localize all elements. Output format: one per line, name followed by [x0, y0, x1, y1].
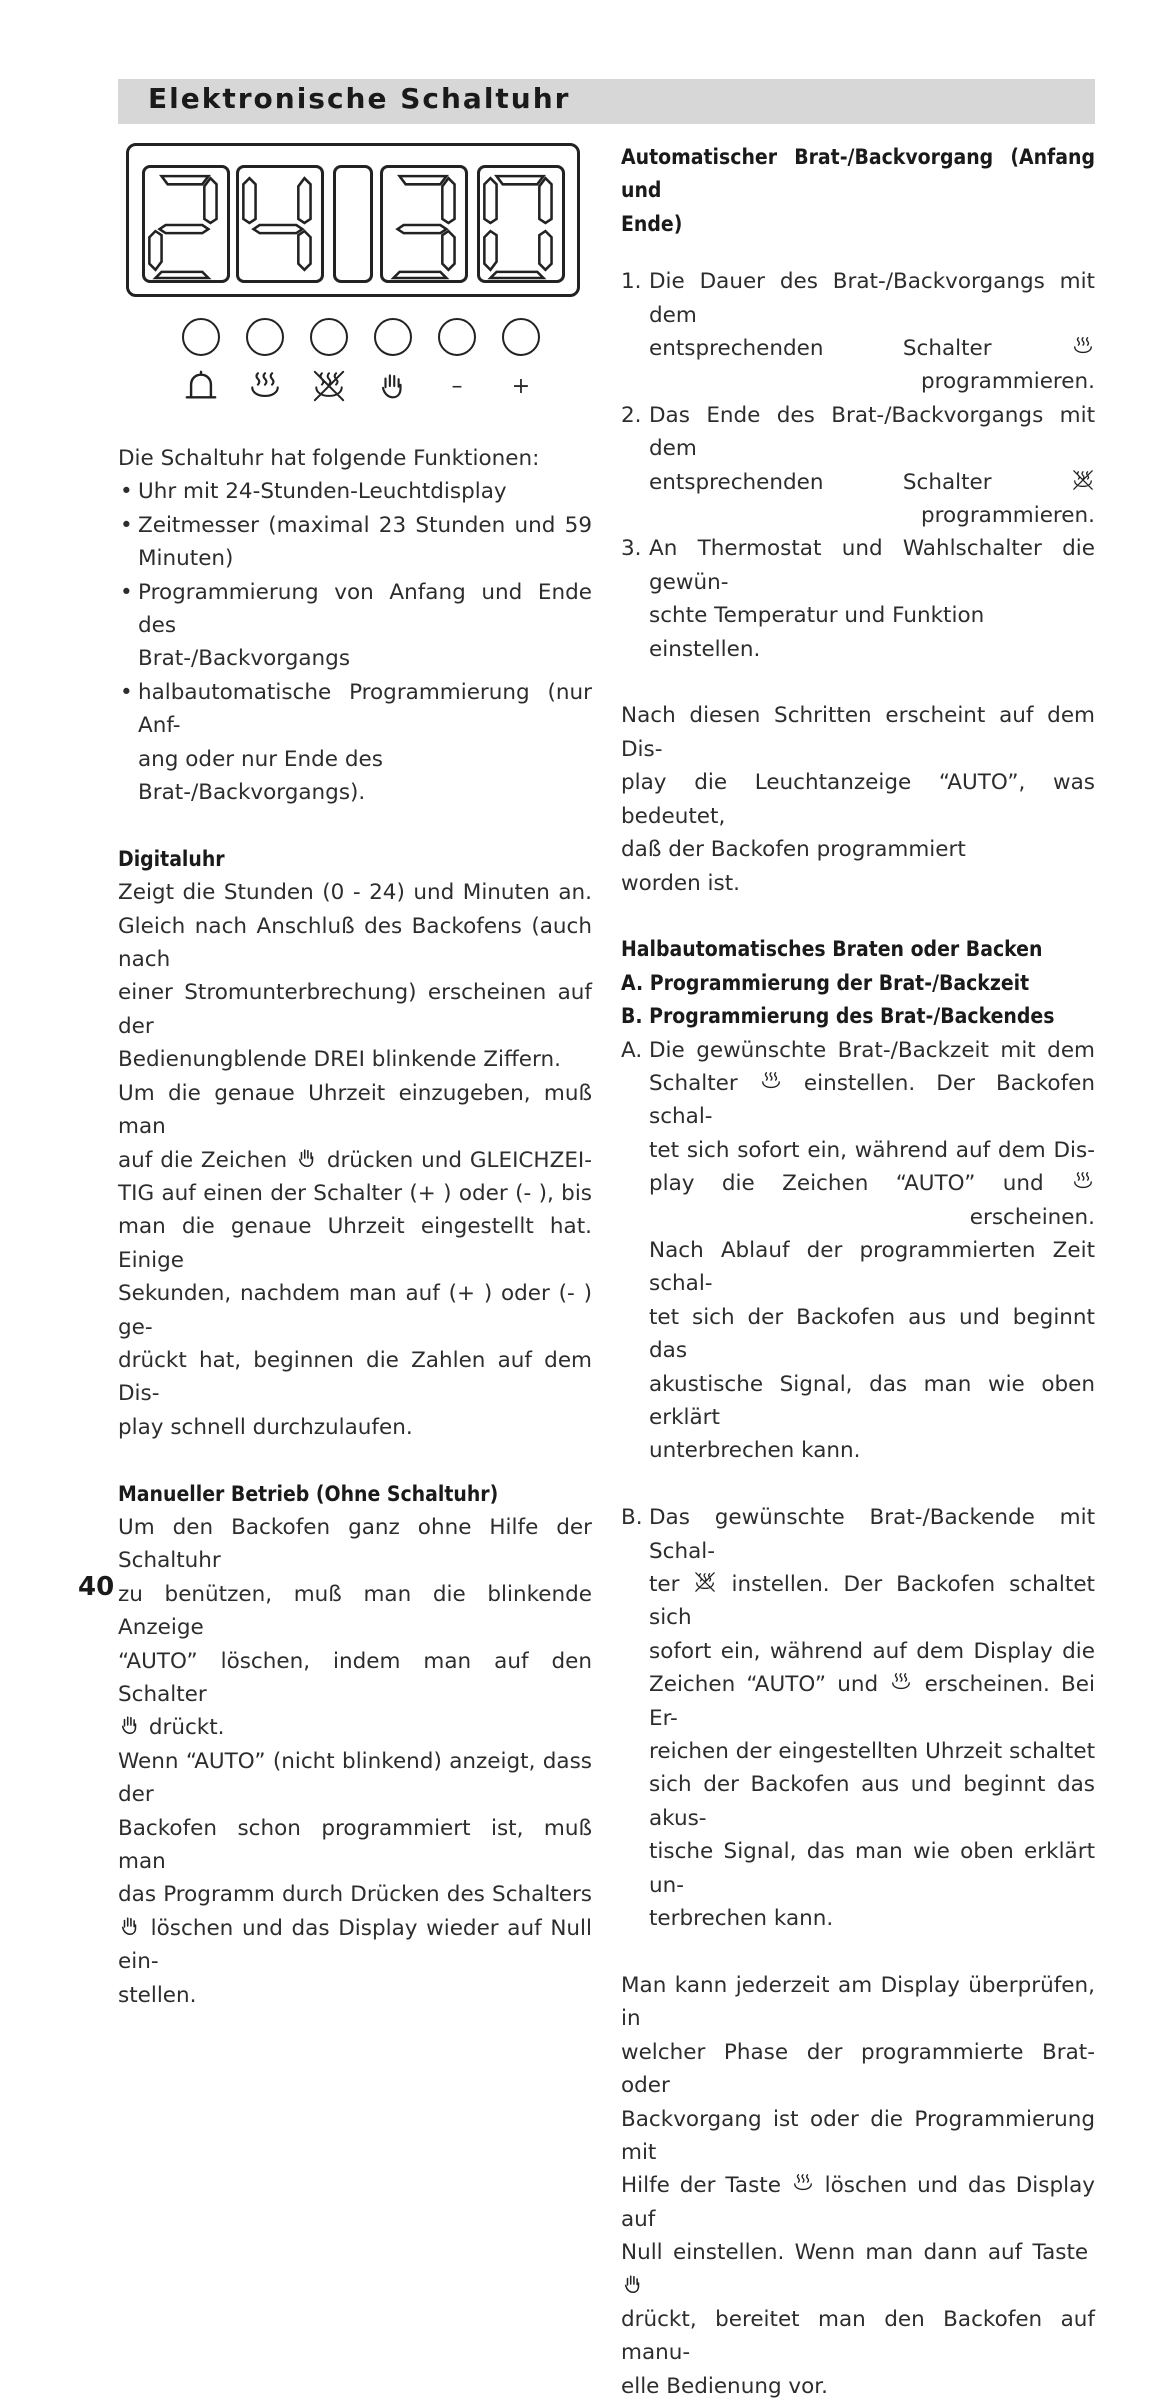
- list-item-cont: ang oder nur Ende des Brat-/Backvorgangs).: [138, 746, 383, 806]
- digit-box-1: [142, 165, 230, 283]
- text-line: Schalter einstellen. Der Backofen schal-: [649, 1070, 1095, 1130]
- text-line: reichen der eingestellten Uhrzeit schaltet: [649, 1739, 1095, 1765]
- section-subheading-b: B. Programmierung des Brat-/Backendes: [621, 1004, 1055, 1029]
- text-line: “AUTO” löschen, indem man auf den Schalter: [118, 1648, 592, 1707]
- manual-hand-icon: [118, 1914, 142, 1936]
- display-frame: [126, 143, 580, 297]
- intro-text: Die Schaltuhr hat folgende Funktionen:: [118, 446, 540, 471]
- numbered-step: 3. An Thermostat und Wahlschalter die gewün-: [621, 536, 1095, 595]
- text-line: Um den Backofen ganz ohne Hilfe der Schaltuhr: [118, 1514, 592, 1574]
- text-line: daß der Backofen programmiert: [621, 837, 966, 863]
- bell-icon: [181, 366, 221, 406]
- text-line: terbrechen kann.: [649, 1906, 834, 1932]
- seven-seg-digit-3: [383, 168, 465, 280]
- list-item-cont: Minuten): [138, 546, 234, 572]
- duration-button[interactable]: [246, 318, 284, 356]
- text-line: Backvorgang ist oder die Programmierung mit: [621, 2106, 1095, 2165]
- text-line: tet sich der Backofen aus und beginnt das: [649, 1304, 1095, 1364]
- text-line: tet sich sofort ein, während auf dem Dis-: [649, 1137, 1095, 1163]
- text-line: drückt.: [118, 1711, 592, 1744]
- numbered-step: 2. Das Ende des Brat-/Backvorgangs mit dem: [621, 402, 1095, 462]
- text-line: sich der Backofen aus und beginnt das akus-: [649, 1772, 1095, 1831]
- text-line: welcher Phase der programmierte Brat- oder: [621, 2039, 1095, 2099]
- text-line: play schnell durchzulaufen.: [118, 1414, 413, 1440]
- manual-button[interactable]: [374, 318, 412, 356]
- text-line: Backofen schon programmiert ist, muß man: [118, 1815, 592, 1875]
- plus-icon: +: [511, 373, 531, 399]
- digit-box-4: [477, 165, 565, 283]
- plus-button[interactable]: [502, 318, 540, 356]
- text-line: Nach diesen Schritten erscheint auf dem Dis-: [621, 703, 1095, 762]
- duration-icon: [889, 1670, 913, 1692]
- seven-seg-digit-4: [239, 168, 321, 280]
- list-item: • Uhr mit 24-Stunden-Leuchtdisplay: [118, 475, 592, 508]
- text-line: zu benützen, muß man die blinkende Anzeige: [118, 1581, 592, 1641]
- text-line: drückt hat, beginnen die Zahlen auf dem Dis-: [118, 1347, 592, 1407]
- minus-button[interactable]: [438, 318, 476, 356]
- title-bar: [118, 79, 1095, 124]
- left-column: [118, 442, 592, 2012]
- colon-box: [333, 165, 373, 283]
- duration-icon: [791, 2171, 815, 2193]
- list-item: • halbautomatische Programmierung (nur Anf-: [118, 676, 592, 743]
- end-time-icon: [309, 366, 349, 406]
- duration-icon: [759, 1069, 783, 1091]
- text-line: entsprechenden Schalter programmieren.: [649, 469, 1095, 529]
- text-line: Zeichen “AUTO” und erscheinen. Bei Er-: [649, 1672, 1095, 1731]
- text-line: das Programm durch Drücken des Schalters: [118, 1882, 592, 1908]
- section-heading-semi: Halbautomatisches Braten oder Backen: [621, 937, 1043, 962]
- duration-icon: [1071, 1169, 1095, 1191]
- control-panel-illustration: [118, 140, 588, 415]
- end-time-icon: [1071, 468, 1095, 490]
- list-item: • Programmierung von Anfang und Ende des: [118, 576, 592, 643]
- step-b: B. Das gewünschte Brat-/Backende mit Schal-: [621, 1505, 1095, 1564]
- text-line: play die Leuchtanzeige “AUTO”, was bedeutet,: [621, 770, 1095, 829]
- bell-button[interactable]: [182, 318, 220, 356]
- text-line: auf die Zeichen drücken und GLEICHZEI-: [118, 1147, 593, 1173]
- text-line: Wenn “AUTO” (nicht blinkend) anzeigt, dass der: [118, 1748, 592, 1808]
- text-line: Bedienungblende DREI blinkende Ziffern.: [118, 1047, 561, 1073]
- page-title: Elektronische Schaltuhr: [148, 82, 571, 115]
- text-line: Um die genaue Uhrzeit einzugeben, muß man: [118, 1080, 592, 1140]
- text-line: schte Temperatur und Funktion einstellen.: [649, 603, 985, 662]
- manual-hand-icon: [373, 366, 413, 406]
- duration-icon: [245, 366, 285, 406]
- section-heading-digitaluhr: Digitaluhr: [118, 846, 225, 871]
- manual-hand-icon: [118, 1713, 142, 1735]
- text-line: Sekunden, nachdem man auf (+ ) oder (- ) ge-: [118, 1281, 592, 1340]
- right-column: [621, 141, 1095, 2403]
- numbered-step: 1. Die Dauer des Brat-/Backvorgangs mit dem: [621, 269, 1095, 328]
- text-line: akustische Signal, das man wie oben erklärt: [649, 1371, 1095, 1430]
- text-line: Man kann jederzeit am Display überprüfen, in: [621, 1972, 1095, 2032]
- end-time-icon: [693, 1570, 717, 1592]
- text-line: Zeigt die Stunden (0 - 24) und Minuten an.: [118, 880, 592, 906]
- text-line: Null einstellen. Wenn man dann auf Taste: [621, 2236, 1095, 2303]
- manual-hand-icon: [621, 2272, 645, 2294]
- section-subheading-a: A. Programmierung der Brat-/Backzeit: [621, 970, 1030, 995]
- list-item-cont: Brat-/Backvorgangs: [138, 646, 351, 672]
- end-time-button[interactable]: [310, 318, 348, 356]
- text-line: tische Signal, das man wie oben erklärt un-: [649, 1839, 1095, 1898]
- text-line: entsprechenden Schalter programmieren.: [649, 336, 1095, 395]
- minus-icon: –: [451, 373, 463, 399]
- duration-icon: [1071, 334, 1095, 356]
- section-heading-automatic-cont: Ende): [621, 211, 683, 236]
- digit-box-2: [236, 165, 324, 283]
- text-line: play die Zeichen “AUTO” und erscheinen.: [649, 1171, 1095, 1230]
- list-item: • Zeitmesser (maximal 23 Stunden und 59: [118, 509, 592, 542]
- text-line: drückt, bereitet man den Backofen auf manu-: [621, 2306, 1095, 2366]
- section-heading-manual: Manueller Betrieb (Ohne Schaltuhr): [118, 1481, 499, 1506]
- text-line: Nach Ablauf der programmierten Zeit schal-: [649, 1237, 1095, 1297]
- text-line: worden ist.: [621, 870, 740, 896]
- text-line: Hilfe der Taste löschen und das Display auf: [621, 2173, 1096, 2232]
- seven-seg-digit-0: [480, 168, 562, 280]
- text-line: stellen.: [118, 1982, 197, 2008]
- text-line: man die genaue Uhrzeit eingestellt hat. Einige: [118, 1214, 592, 1273]
- text-line: Gleich nach Anschluß des Backofens (auch nach: [118, 913, 592, 973]
- text-line: TIG auf einen der Schalter (+ ) oder (- ), bis: [118, 1180, 592, 1206]
- text-line: ter instellen. Der Backofen schaltet sich: [649, 1572, 1095, 1631]
- section-heading-automatic: Automatischer Brat-/Backvorgang (Anfang und: [621, 145, 1095, 203]
- text-line: sofort ein, während auf dem Display die: [649, 1638, 1095, 1664]
- text-line: einer Stromunterbrechung) erscheinen auf der: [118, 980, 592, 1039]
- manual-hand-icon: [295, 1146, 319, 1168]
- step-a: A. Die gewünschte Brat-/Backzeit mit dem: [621, 1037, 1095, 1063]
- text-line: löschen und das Display wieder auf Null ein-: [118, 1915, 592, 1975]
- page-number: 40: [78, 1572, 115, 1602]
- text-line: unterbrechen kann.: [649, 1438, 861, 1464]
- digit-box-3: [380, 165, 468, 283]
- seven-seg-digit-2: [145, 168, 227, 280]
- text-line: elle Bedienung vor.: [621, 2373, 829, 2399]
